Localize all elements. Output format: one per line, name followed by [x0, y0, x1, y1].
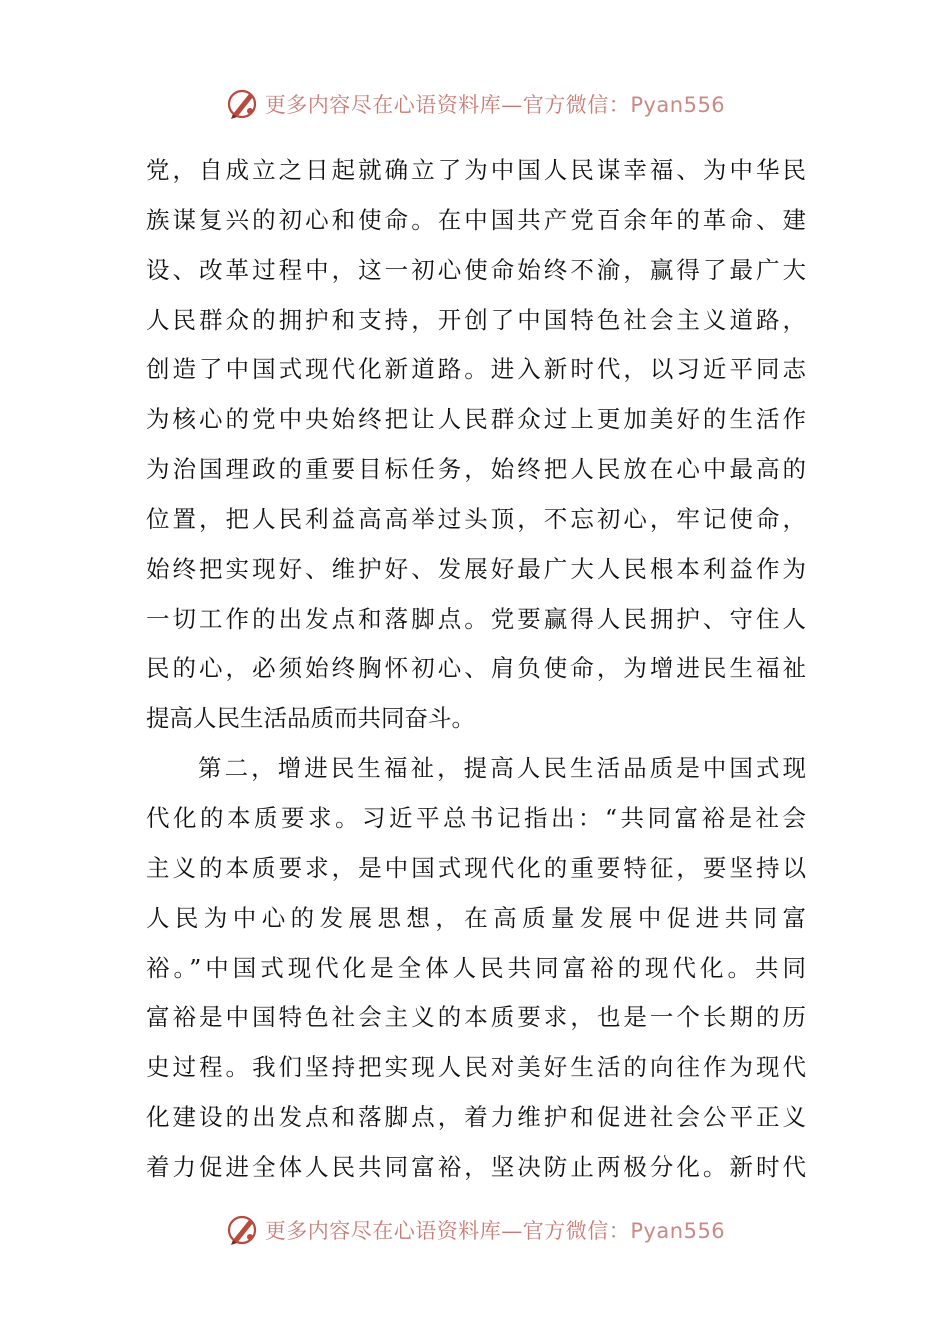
text-line: 民的心，必须始终胸怀初心、肩负使命，为增进民生福祉 [146, 654, 806, 683]
text-line: 着力促进全体人民共同富裕，坚决防止两极分化。新时代 [146, 1152, 806, 1181]
banner-prefix: 更多内容尽在心语资料库—官方微信： [264, 93, 631, 117]
text-line: 史过程。我们坚持把实现人民对美好生活的向往作为现代 [146, 1053, 806, 1082]
pen-logo-icon [225, 86, 261, 122]
text-line: 党，自成立之日起就确立了为中国人民谋幸福、为中华民 [146, 156, 806, 184]
footer-watermark-banner [0, 1210, 950, 1250]
text-line: 为核心的党中央始终把让人民群众过上更加美好的生活作 [146, 405, 806, 434]
text-line: 一切工作的出发点和落脚点。党要赢得人民拥护、守住人 [146, 604, 806, 633]
banner-text [265, 1215, 725, 1245]
text-line: 为治国理政的重要目标任务，始终把人民放在心中最高的 [146, 455, 806, 484]
text-line: 主义的本质要求，是中国式现代化的重要特征，要坚持以 [146, 853, 806, 882]
pen-logo-icon [225, 1212, 261, 1248]
text-line: 富裕是中国特色社会主义的本质要求，也是一个长期的历 [146, 1003, 806, 1032]
text-line: 族谋复兴的初心和使命。在中国共产党百余年的革命、建 [146, 205, 806, 234]
banner-text [265, 89, 725, 119]
text-line: 第二，增进民生福祉，提高人民生活品质是中国式现 [198, 754, 806, 783]
text-line: 化建设的出发点和落脚点，着力维护和促进社会公平正义 [146, 1103, 806, 1132]
banner-handle: Pyan556 [630, 93, 726, 117]
text-line: 裕。”中国式现代化是全体人民共同富裕的现代化。共同 [146, 953, 806, 982]
text-line: 提高人民生活品质而共同奋斗。 [146, 704, 475, 733]
text-line: 创造了中国式现代化新道路。进入新时代，以习近平同志 [146, 355, 806, 384]
text-line: 人民为中心的发展思想，在高质量发展中促进共同富 [146, 903, 806, 932]
header-watermark-banner [0, 84, 950, 124]
document-body [146, 146, 806, 1193]
banner-prefix: 更多内容尽在心语资料库—官方微信： [264, 1219, 631, 1243]
text-line: 始终把实现好、维护好、发展好最广大人民根本利益作为 [146, 554, 806, 583]
text-line: 人民群众的拥护和支持，开创了中国特色社会主义道路， [146, 305, 806, 334]
text-line: 代化的本质要求。习近平总书记指出：“共同富裕是社会 [146, 803, 806, 832]
text-line: 位置，把人民利益高高举过头顶，不忘初心，牢记使命， [146, 504, 806, 533]
banner-handle: Pyan556 [630, 1219, 726, 1243]
text-line: 设、改革过程中，这一初心使命始终不渝，赢得了最广大 [146, 255, 806, 284]
